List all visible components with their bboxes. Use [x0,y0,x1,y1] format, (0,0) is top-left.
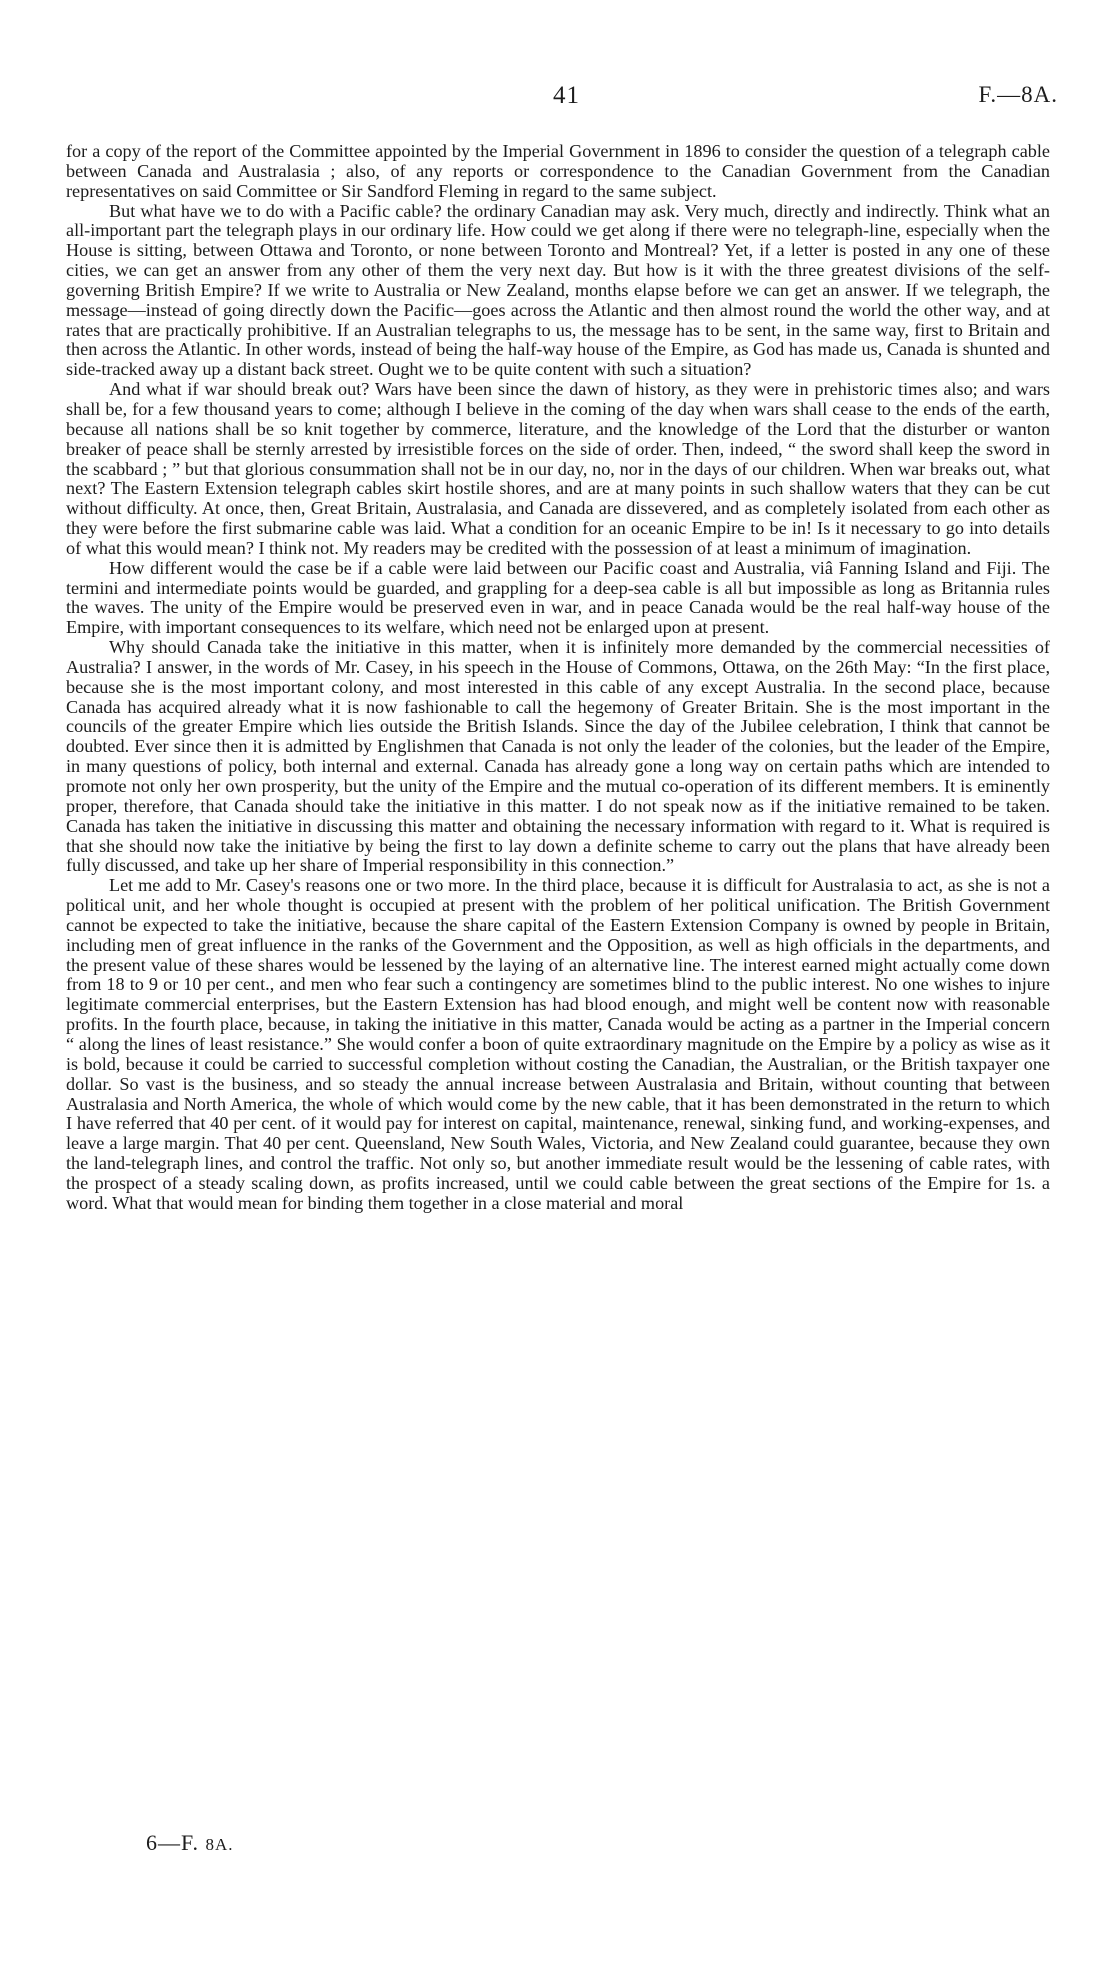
paragraph-continuation: for a copy of the report of the Committee appointed by the Imperial Government in 1896 to consider the question of a telegraph cable between Canada and Australasia ; also, of any reports or correspondence to the Canadian Government from the Canadian representatives on said Committee or Sir Sandford Fleming in regard to the same subject. [66,141,1050,201]
paragraph-further-reasons: Let me add to Mr. Casey's reasons one or two more. In the third place, because it is difficult for Australasia to act, as she is not a political unit, and her whole thought is occupied at present with the problem of her political unification. The British Government cannot be expected to take the initiative, because the share capital of the Eastern Extension Company is owned by people in Britain, including men of great influence in the ranks of the Government and the Opposition, as well as high officials in the departments, and the present value of these shares would be lessened by the laying of an alternative line. The interest earned might actually come down from 18 to 9 or 10 per cent., and men who fear such a contingency are sometimes blind to the public interest. No one wishes to injure legitimate commercial enterprises, but the Eastern Extension has had blood enough, and might well be content now with reasonable profits. In the fourth place, because, in taking the initiative in this matter, Canada would be acting as a partner in the Imperial concern “ along the lines of least resistance.” She would confer a boon of quite extraordinary magnitude on the Empire by a policy as wise as it is bold, because it could be carried to successful completion without costing the Canadian, the Australian, or the British taxpayer one dollar. So vast is the business, and so steady the annual increase between Australasia and Britain, without counting that between Australasia and North America, the whole of which would come by the new cable, that it has been demonstrated in the return to which I have referred that 40 per cent. of it would pay for interest on capital, maintenance, renewal, sinking fund, and working-expenses, and leave a large margin. That 40 per cent. Queensland, New South Wales, Victoria, and New Zealand could guarantee, because they own the land-telegraph lines, and control the traffic. Not only so, but another immediate result would be the lessening of cable rates, with the prospect of a steady scaling down, as profits increased, until we could cable between the great sections of the Empire for 1s. a word. What that would mean for binding them together in a close material and moral [66,875,1050,1213]
paragraph-war: And what if war should break out? Wars have been since the dawn of history, as they were in prehistoric times also; and wars shall be, for a few thousand years to come; although I believe in the coming of the day when wars shall cease to the ends of the earth, because all nations shall be so knit together by commerce, literature, and the knowledge of the Lord that the disturber or wanton breaker of peace shall be sternly arrested by irresistible forces on the side of order. Then, indeed, “ the sword shall keep the sword in the scabbard ; ” but that glorious consummation shall not be in our day, no, nor in the days of our children. When war breaks out, what next? The Eastern Extension telegraph cables skirt hostile shores, and are at many points in such shallow waters that they can be cut without difficulty. At once, then, Great Britain, Australasia, and Canada are dissevered, and as completely isolated from each other as they were before the first submarine cable was laid. What a condition for an oceanic Empire to be in! Is it necessary to go into details of what this would mean? I think not. My readers may be credited with the possession of at least a minimum of imagination. [66,379,1050,558]
paragraph-fanning-island: How different would the case be if a cable were laid between our Pacific coast and Australia, viâ Fanning Island and Fiji. The termini and intermediate points would be guarded, and grappling for a deep-sea cable is all but impossible as long as Britannia rules the waves. The unity of the Empire would be preserved even in war, and in peace Canada would be the real half-way house of the Empire, with important consequences to its welfare, which need not be enlarged upon at present. [66,557,1050,638]
signature-suffix: 8A. [205,1835,234,1854]
page-number: 41 [553,82,580,109]
paper-reference: F.—8A. [978,82,1058,107]
signature-mark [146,1830,234,1856]
signature-prefix: 6—F. [146,1830,199,1855]
paragraph-casey-speech: Why should Canada take the initiative in this matter, when it is infinitely more demanded by the commercial necessities of Australia? I answer, in the words of Mr. Casey, in his speech in the House of Commons, Ottawa, on the 26th May: “In the first place, because she is the most important colony, and most interested in this cable of any except Australia. In the second place, because Canada has acquired already what it is now fashionable to call the hegemony of Greater Britain. She is the most important in the councils of the greater Empire which lies outside the British Islands. Since the day of the Jubilee celebration, I think that cannot be doubted. Ever since then it is admitted by Englishmen that Canada is not only the leader of the colonies, but the leader of the Empire, in many questions of policy, both internal and external. Canada has already gone a long way on certain paths which are intended to promote not only her own prosperity, but the unity of the Empire and the mutual co-operation of its different members. It is eminently proper, therefore, that Canada should take the initiative in this matter. I do not speak now as if the initiative remained to be taken. Canada has taken the initiative in discussing this matter and obtaining the necessary information with regard to it. What is required is that she should now take the initiative by being the first to lay down a definite scheme to carry out the plans that have already been fully discussed, and take up her share of Imperial responsibility in this connection.” [66,637,1050,876]
paragraph-pacific-cable: But what have we to do with a Pacific cable? the ordinary Canadian may ask. Very much, directly and indirectly. Think what an all-important part the telegraph plays in our ordinary life. How could we get along if there were no telegraph-line, especially when the House is sitting, between Ottawa and Toronto, or none between Toronto and Montreal? Yet, if a letter is posted in any one of these cities, we can get an answer from any other of them the very next day. But how is it with the three greatest divisions of the self-governing British Empire? If we write to Australia or New Zealand, months elapse before we can get an answer. If we telegraph, the message—instead of going directly down the Pacific—goes across the Atlantic and then almost round the world the other way, and at rates that are practically prohibitive. If an Australian telegraphs to us, the message has to be sent, in the same way, first to Britain and then across the Atlantic. In other words, instead of being the half-way house of the Empire, as God has made us, Canada is shunted and side-tracked away up a distant back street. Ought we to be quite content with such a situation? [66,200,1050,380]
page-header [0,82,1114,118]
body-text [66,142,1050,1214]
